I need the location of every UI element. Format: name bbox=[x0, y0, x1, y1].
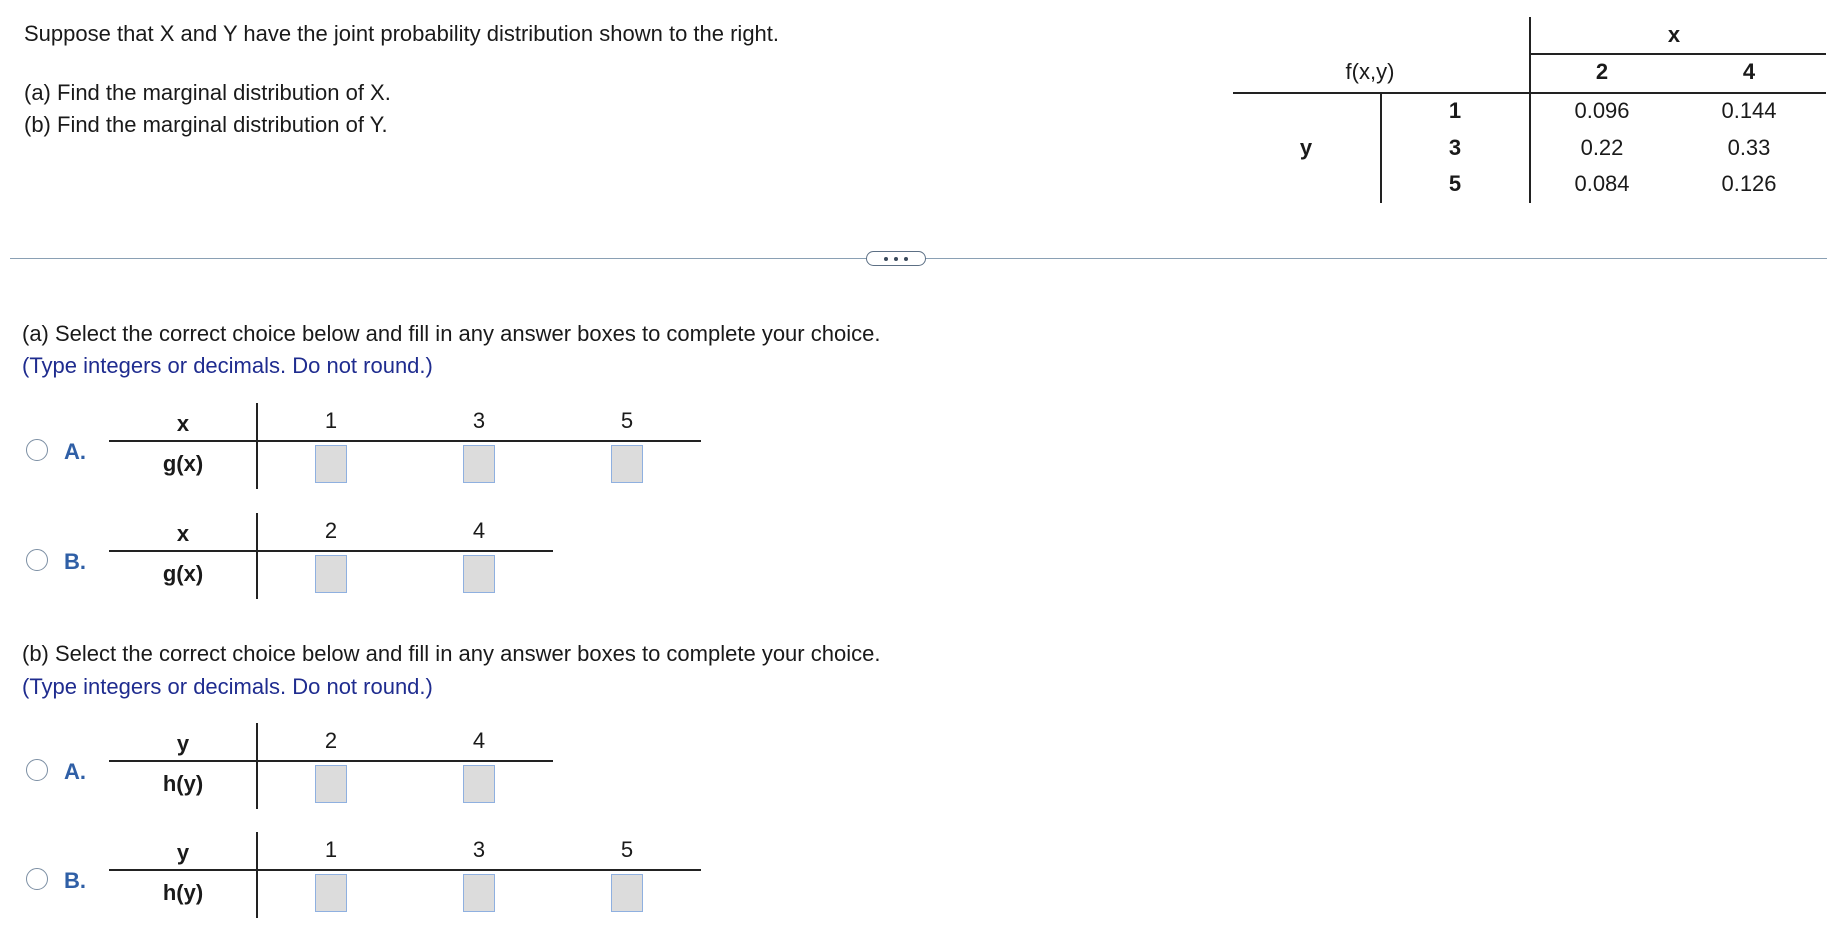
part-a-choice-a[interactable] bbox=[0, 400, 720, 495]
choice-column-value: 2 bbox=[324, 518, 338, 543]
dot-icon bbox=[904, 257, 908, 261]
part-a-hint: (Type integers or decimals. Do not round.) bbox=[22, 353, 433, 378]
choice-table-divider bbox=[256, 513, 258, 599]
choice-row-var: x bbox=[176, 521, 190, 546]
joint-table-y-value: 1 bbox=[1448, 98, 1462, 123]
radio-button[interactable] bbox=[26, 868, 48, 890]
choice-table-rule bbox=[109, 440, 701, 442]
answer-input-box[interactable] bbox=[463, 445, 495, 483]
joint-table-cell: 0.33 bbox=[1727, 135, 1771, 160]
joint-table-rule bbox=[1530, 53, 1826, 55]
joint-table-cell: 0.096 bbox=[1574, 98, 1630, 123]
answer-input-box[interactable] bbox=[463, 874, 495, 912]
choice-column-value: 1 bbox=[324, 837, 338, 862]
choice-row-func: h(y) bbox=[162, 880, 204, 905]
expand-more-button[interactable] bbox=[866, 251, 926, 266]
dot-icon bbox=[884, 257, 888, 261]
choice-column-value: 1 bbox=[324, 408, 338, 433]
answer-input-box[interactable] bbox=[611, 445, 643, 483]
joint-table-divider bbox=[1380, 92, 1382, 203]
choice-table-divider bbox=[256, 832, 258, 918]
part-a-instruction: (a) Select the correct choice below and fill in any answer boxes to complete your choice. bbox=[22, 321, 881, 346]
joint-table-x-value: 2 bbox=[1595, 59, 1609, 84]
choice-row-var: y bbox=[176, 731, 190, 756]
joint-table-x-var: x bbox=[1667, 22, 1681, 47]
joint-table-x-value: 4 bbox=[1742, 59, 1756, 84]
part-b-choice-a[interactable] bbox=[0, 720, 720, 815]
choice-row-func: h(y) bbox=[162, 771, 204, 796]
choice-column-value: 4 bbox=[472, 518, 486, 543]
choice-table-rule bbox=[109, 760, 553, 762]
choice-row-func: g(x) bbox=[162, 561, 204, 586]
choice-row-func: g(x) bbox=[162, 451, 204, 476]
part-a-choice-b[interactable] bbox=[0, 510, 720, 605]
radio-button[interactable] bbox=[26, 439, 48, 461]
joint-table-cell: 0.144 bbox=[1721, 98, 1777, 123]
answer-input-box[interactable] bbox=[315, 555, 347, 593]
choice-table-divider bbox=[256, 723, 258, 809]
choice-row-var: x bbox=[176, 411, 190, 436]
answer-input-box[interactable] bbox=[315, 445, 347, 483]
answer-input-box[interactable] bbox=[315, 765, 347, 803]
choice-table-rule bbox=[109, 869, 701, 871]
choice-letter: A. bbox=[64, 759, 86, 784]
choice-column-value: 4 bbox=[472, 728, 486, 753]
answer-input-box[interactable] bbox=[611, 874, 643, 912]
choice-column-value: 2 bbox=[324, 728, 338, 753]
joint-table-y-var: y bbox=[1299, 135, 1313, 160]
joint-probability-table bbox=[0, 0, 1837, 210]
choice-letter: B. bbox=[64, 549, 86, 574]
joint-table-header-label: f(x,y) bbox=[1345, 59, 1395, 84]
part-b-hint: (Type integers or decimals. Do not round.) bbox=[22, 674, 433, 699]
radio-button[interactable] bbox=[26, 759, 48, 781]
joint-table-cell: 0.22 bbox=[1580, 135, 1624, 160]
choice-table-rule bbox=[109, 550, 553, 552]
joint-table-cell: 0.126 bbox=[1721, 171, 1777, 196]
answer-input-box[interactable] bbox=[463, 555, 495, 593]
choice-letter: A. bbox=[64, 439, 86, 464]
problem-intro: Suppose that X and Y have the joint probability distribution shown to the right. bbox=[24, 21, 780, 46]
part-b-instruction: (b) Select the correct choice below and fill in any answer boxes to complete your choice. bbox=[22, 641, 881, 666]
choice-column-value: 5 bbox=[620, 837, 634, 862]
choice-table-divider bbox=[256, 403, 258, 489]
part-a-prompt: (a) Find the marginal distribution of X. bbox=[24, 80, 391, 105]
choice-column-value: 3 bbox=[472, 837, 486, 862]
radio-button[interactable] bbox=[26, 549, 48, 571]
answer-input-box[interactable] bbox=[315, 874, 347, 912]
joint-table-y-value: 3 bbox=[1448, 135, 1462, 160]
joint-table-y-value: 5 bbox=[1448, 171, 1462, 196]
joint-table-divider bbox=[1529, 17, 1531, 203]
dot-icon bbox=[894, 257, 898, 261]
joint-table-cell: 0.084 bbox=[1574, 171, 1630, 196]
answer-input-box[interactable] bbox=[463, 765, 495, 803]
part-b-choice-b[interactable] bbox=[0, 829, 720, 924]
part-b-prompt: (b) Find the marginal distribution of Y. bbox=[24, 112, 388, 137]
choice-column-value: 3 bbox=[472, 408, 486, 433]
choice-letter: B. bbox=[64, 868, 86, 893]
choice-column-value: 5 bbox=[620, 408, 634, 433]
choice-row-var: y bbox=[176, 840, 190, 865]
